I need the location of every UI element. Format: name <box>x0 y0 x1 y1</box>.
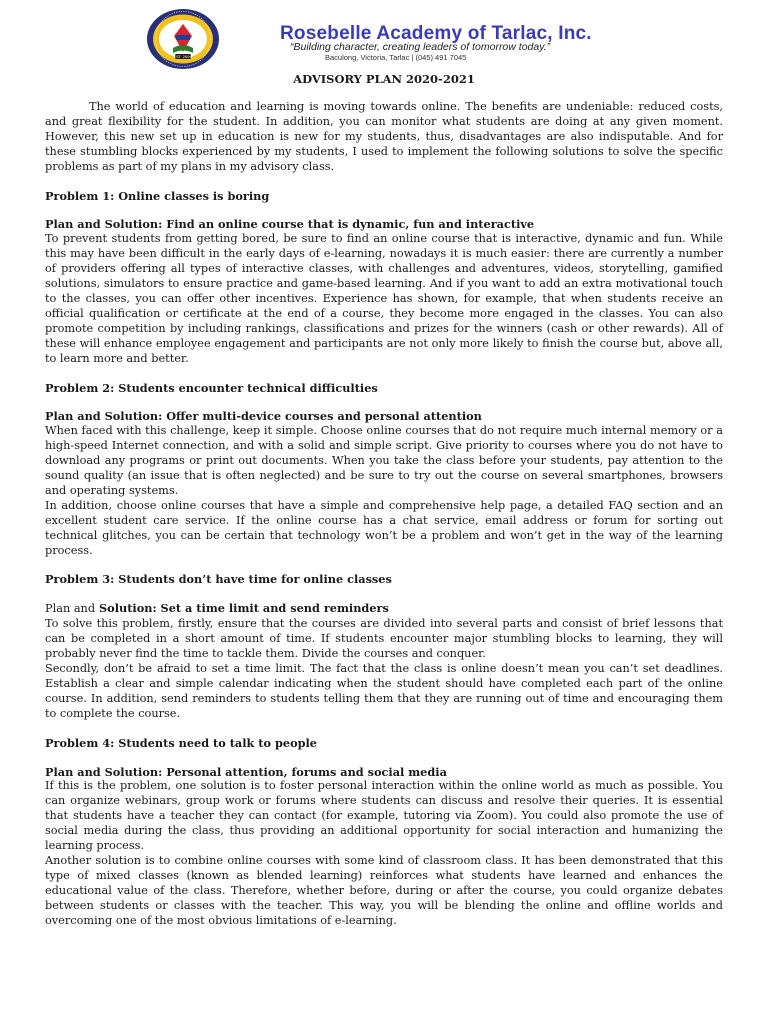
school-seal-icon <box>145 8 221 70</box>
document-page <box>45 0 723 927</box>
school-address: Baculong, Victoria, Tarlac | (045) 491 7045 <box>325 53 467 62</box>
document-body <box>45 100 723 929</box>
plan-prefix: Plan and Solution: <box>45 217 163 232</box>
problem-1-plan <box>45 217 723 232</box>
intro-paragraph: The world of education and learning is moving towards online. The benefits are undeniable: reduced costs, and great flexibility for the student. In addition, you can monitor what students are doing at any given moment. However, this new set up in education is new for my students, thus, disadvantages are also indisputable. And for these stumbling blocks experienced by my students, I used to implement the following solutions to solve the specific problems as part of my plans in my advisory class. <box>45 100 723 173</box>
problem-3-paragraph-2: Secondly, don’t be afraid to set a time limit. The fact that the class is online doesn’t mean you can’t set deadlines. Establish a clear and simple calendar indicating when the student should have completed each part of the online course. In addition, send reminders to students telling them that they are running out of time and encouraging them to complete the course. <box>45 662 723 720</box>
letterhead <box>45 0 723 70</box>
problem-4-heading: Problem 4: Students need to talk to people <box>45 735 317 750</box>
problem-3-plan <box>45 601 723 617</box>
school-name: Rosebelle Academy of Tarlac, Inc. <box>280 23 592 44</box>
document-title: ADVISORY PLAN 2020-2021 <box>293 72 475 86</box>
problem-2-paragraph-2: In addition, choose online courses that have a simple and comprehensive help page, a detailed FAQ section and an excellent student care service. If the online course has a chat service, email address or forum for sorting out technical glitches, you can be certain that technology won’t be a problem and won’t get in the way of the learning process. <box>45 498 723 557</box>
plan-prefix: Plan and Solution: <box>45 764 163 779</box>
problem-4-plan <box>45 765 723 780</box>
problem-4-paragraph-1: If this is the problem, one solution is to foster personal interaction within the online world as much as possible. You can organize webinars, group work or forums where students can discuss and resolve their queries. It is essential that students have a teacher they can contact (for example, tutoring via Zoom). You could also promote the use of social media during the class, thus providing an additional opportunity for social interaction and humanizing the learning process. <box>45 779 723 853</box>
problem-1-heading: Problem 1: Online classes is boring <box>45 188 270 203</box>
plan-prefix: Plan and <box>45 602 96 616</box>
problem-2-paragraph-1: When faced with this challenge, keep it simple. Choose online courses that do not require much internal memory or a high-speed Internet connection, and with a solid and simple script. Give priority to courses where you do not have to download any programs or print out documents. When you take the class before your students, pay attention to the sound quality (an issue that is often neglected) and be sure to try out the course on several smartphones, browsers and operating systems. <box>45 424 723 497</box>
plan-title: Solution: Set a time limit and send reminders <box>99 601 389 616</box>
plan-title: Find an online course that is dynamic, fun and interactive <box>166 217 535 232</box>
problem-2-plan <box>45 409 723 424</box>
problem-3-heading: Problem 3: Students don’t have time for online classes <box>45 572 392 587</box>
school-tagline: “Building character, creating leaders of tomorrow today.” <box>290 41 551 53</box>
problem-1-paragraph-1: To prevent students from getting bored, be sure to find an online course that is interactive, dynamic and fun. While this may have been difficult in the early days of e-learning, nowadays it is much easier: there are currently a number of providers offering all types of interactive classes, with challenges and adventures, videos, storytelling, gamified solutions, simulators to ensure practice and game-based learning. And if you want to add an extra motivational touch to the classes, you can offer other incentives. Experience has shown, for example, that when students receive an official qualification or certificate at the end of a course, they become more engaged in the classes. You can also promote competition by including rankings, classifications and prizes for the winners (cash or other rewards). All of these will enhance employee engagement and participants are not only more likely to finish the course but, above all, to learn more and better. <box>45 232 723 365</box>
plan-title: Personal attention, forums and social media <box>166 764 447 779</box>
problem-3-paragraph-1: To solve this problem, firstly, ensure that the courses are divided into several parts and consist of brief lessons that can be completed in a short amount of time. If students encounter major stumbling blocks to learning, they will probably never find the time to tackle them. Divide the courses and conquer. <box>45 617 723 661</box>
seal-est-text: EST. 2006 <box>174 55 192 59</box>
plan-prefix: Plan and Solution: <box>45 409 163 424</box>
plan-title: Offer multi-device courses and personal attention <box>166 409 482 424</box>
problem-4-paragraph-2: Another solution is to combine online courses with some kind of classroom class. It has been demonstrated that this type of mixed classes (known as blended learning) reinforces what students have learned and enhances the educational value of the class. Therefore, whether before, during or after the course, you could organize debates between students or classes with the teacher. This way, you will be blending the online and offline worlds and overcoming one of the most obvious limitations of e-learning. <box>45 853 723 927</box>
problem-2-heading: Problem 2: Students encounter technical difficulties <box>45 380 378 395</box>
